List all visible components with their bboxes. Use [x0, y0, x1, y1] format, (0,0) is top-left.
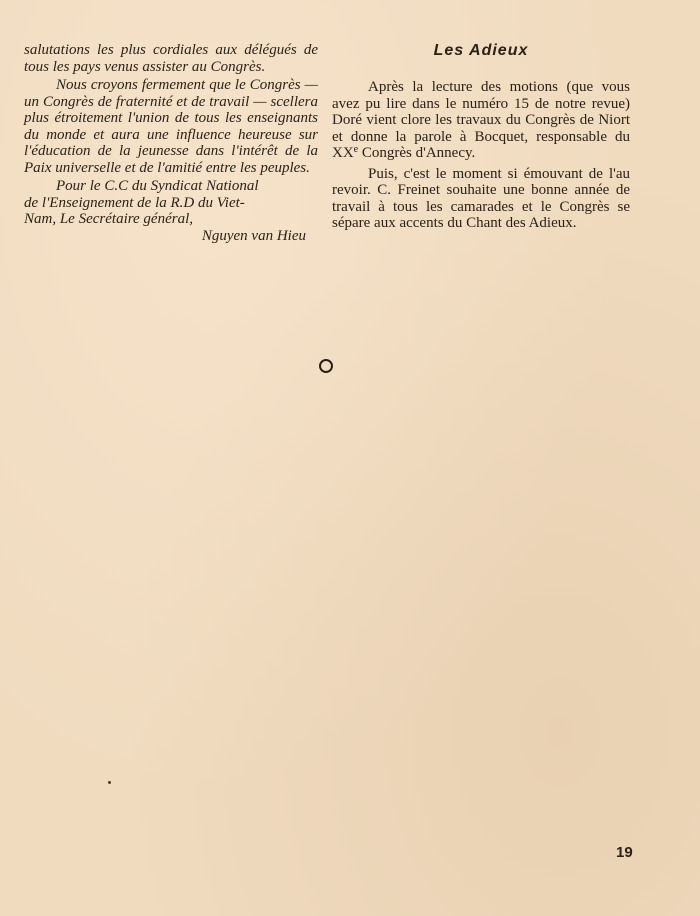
page-number: 19: [616, 844, 633, 861]
left-paragraph-2: Nous croyons fermement que le Congrès — un Congrès de fraternité et de travail — scellera plus étroitement l'union de tous les enseignants du monde et aura une influence heureuse sur l'éducation de la jeunesse dans l'intérêt de la Paix universelle et de l'amitié entre les peuples.: [24, 77, 318, 176]
signature-line-3: Nam, Le Secrétaire général,: [24, 211, 193, 227]
ink-speck: [108, 781, 111, 784]
section-heading: Les Adieux: [433, 42, 529, 59]
signature-line-1: Pour le C.C du Syndicat National: [56, 178, 259, 194]
right-column: [332, 42, 630, 236]
right-paragraph-1: [332, 79, 630, 162]
circle-ornament-icon: [319, 359, 333, 373]
signature-block: [24, 178, 318, 244]
left-paragraph-1: salutations les plus cordiales aux délégués de tous les pays venus assister au Congrès.: [24, 42, 318, 75]
signature-name: Nguyen van Hieu: [201, 227, 306, 244]
left-column: [24, 42, 318, 244]
right-paragraph-2: Puis, c'est le moment si émouvant de l'au revoir. C. Freinet souhaite une bonne année de travail à tous les camarades et le Congrès se sépare aux accents du Chant des Adieux.: [332, 165, 630, 231]
signature-line-2: de l'Enseignement de la R.D du Viet-: [24, 194, 245, 211]
right-paragraph-1-end: Congrès d'Annecy.: [358, 145, 476, 161]
superscript-e: e: [353, 144, 359, 155]
right-paragraph-1-text: Après la lecture des motions (que vous avez pu lire dans le numéro 15 de notre revue) Doré vient clore les travaux du Congrès de Niort et donne la parole à Bocquet, responsable du XX: [332, 79, 630, 161]
